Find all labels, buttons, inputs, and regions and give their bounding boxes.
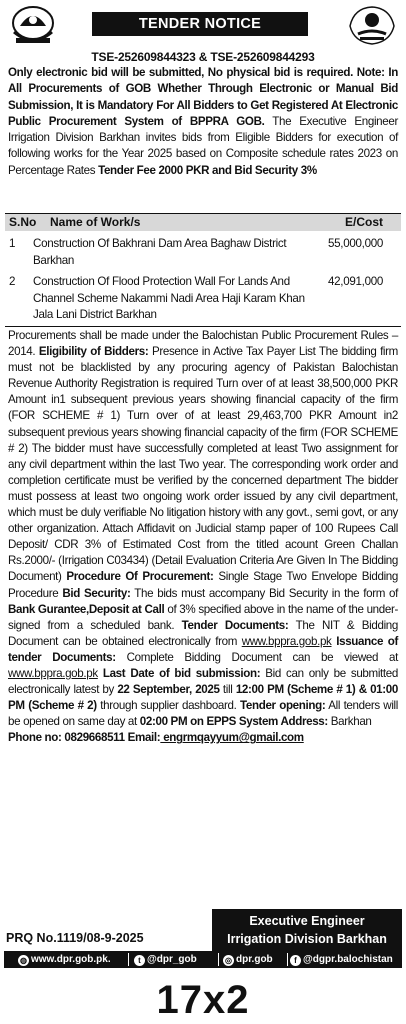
row-cost: 55,000,000 (328, 237, 384, 250)
security-label: Bid Security: (62, 586, 131, 600)
row-sno: 1 (9, 237, 16, 250)
header-sno: S.No (9, 215, 37, 229)
social-website[interactable] (18, 951, 111, 968)
opening-label: Tender opening: (240, 699, 326, 713)
social-instagram[interactable] (223, 951, 273, 968)
terms-text: of 3% specified above in the name of the under-signed from a scheduled bank. (8, 602, 398, 632)
intro-paragraph (8, 65, 398, 179)
guarantee-label: Bank Gurantee,Deposit at Call (8, 602, 165, 616)
terms-text: till (219, 683, 236, 697)
social-text: www.dpr.gob.pk. (31, 954, 111, 965)
prq-number: PRQ No.1119/08-9-2025 (6, 931, 144, 945)
row-cost: 42,091,000 (328, 275, 384, 288)
opening-time: 02:00 PM on EPPS System (139, 715, 279, 729)
social-text: @dpr_gob (147, 954, 197, 965)
page-title: TENDER NOTICE (92, 12, 308, 36)
instagram-icon: ◎ (223, 955, 234, 966)
terms-text: Single Stage Two Envelope Bidding Procedure (8, 570, 398, 600)
tender-fee: Tender Fee 2000 PKR and Bid Security 3% (98, 163, 317, 177)
documents-label: Tender Documents: (181, 618, 289, 632)
row-name: Construction Of Bakhrani Dam Area Baghaw District Barkhan (33, 237, 287, 267)
dgpr-balochistan-logo-icon (344, 4, 400, 46)
social-twitter[interactable] (134, 951, 197, 968)
terms-text: All tenders will be opened on same day at (8, 699, 398, 729)
bppra-link[interactable]: www.bppra.gob.pk (241, 634, 332, 648)
intro-regular: The Executive Engineer Irrigation Division Barkhan invites bids from Eligible Bidders for execution of following works for the Year 2025 based on Composite schedule rates 2023 on Percentage Rates (8, 114, 398, 177)
terms-text: Complete Bidding Document can be viewed at (115, 650, 399, 664)
terms-text: The bids must accompany Bid Security in the form of (130, 586, 398, 600)
submission-time: 12:00 PM (Scheme # 1) & 01:00 PM (Scheme # 2) (8, 683, 398, 713)
header-cost: E/Cost (345, 215, 384, 229)
signature-block (0, 906, 406, 952)
row-sno: 2 (9, 275, 16, 288)
issuer-title: Executive Engineer (249, 914, 365, 928)
address-value: Barkhan (327, 715, 372, 729)
bppra-link[interactable]: www.bppra.gob.pk (8, 666, 98, 680)
terms-text: Presence in Active Tax Payer List The bidding firm must not be blacklisted by any procuring agency of Pakistan Balochistan Revenue Authority Registration is required Turn over of at least 38,500,000 PKR Amount in1 subsequent previous years showing financial capacity of the firm (FOR SCHEME # 1) Turn over of at least 29,463,700 PKR Amount in2 subsequent previous years showing financial capacity of the firm (FOR SCHEME # 2) The bidder must have successfully completed at least Two assignment for any civil department within the last Two year. The corresponding work order and completion certificate must be verified by the concerned department The bidder must possess at least two ongoing work order issued by any civil department, which must be duly verifiable No litigation history with any govt., semi govt, or any other organization. Attach Affidavit on Judicial stamp paper of 100 Rupees Call Deposit/ CDR 3% of Estimated Cost from the titled acount Green Challan Rs.2000/- (Irrigation C03434) (Detail Evaluation Criteria Are Given In The Bidding Document) (8, 345, 398, 584)
address-label: Address: (278, 715, 328, 729)
procurement-label: Procedure Of Procurement: (66, 570, 214, 584)
phone-label: Phone no: (8, 731, 62, 745)
works-table-header (5, 214, 401, 231)
header (0, 0, 406, 48)
issuer-box (212, 909, 402, 951)
issuance-label: Issuance of tender Documents: (8, 634, 398, 664)
ad-size: 17x2 (156, 978, 250, 1022)
email-link[interactable]: engrmqayyum@gmail.com (160, 731, 304, 745)
email-label: Email: (124, 731, 161, 745)
terms-text: Bid can only be submitted electronically latest by (8, 666, 398, 697)
facebook-icon: f (290, 955, 301, 966)
eligibility-label: Eligibility of Bidders: (38, 345, 149, 359)
issuer-division: Irrigation Division Barkhan (227, 932, 387, 946)
works-table (5, 213, 401, 327)
social-text: dpr.gob (236, 954, 273, 965)
row-name: Construction Of Flood Protection Wall For Lands And Channel Scheme Nakammi Nadi Area Haji Karam Khan Jala Lani District Barkhan (33, 275, 305, 321)
terms-paragraph (8, 328, 398, 746)
social-bar (4, 951, 402, 968)
terms-text: Procurements shall be made under the Balochistan Public Procurement Rules – 2014. (8, 329, 398, 359)
social-text: @dgpr.balochistan (303, 954, 393, 965)
lastdate-label: Last Date of bid submission: (97, 666, 261, 680)
terms-text: The NIT & Bidding Document can be obtained electronically from (8, 618, 399, 648)
tse-numbers: TSE-252609844323 & TSE-252609844293 (91, 50, 315, 64)
submission-date: 22 September, 2025 (117, 683, 220, 697)
phone-value: 0829668511 (61, 731, 125, 745)
terms-text: through supplier dashboard. (96, 699, 241, 713)
balochistan-government-emblem-icon (6, 4, 60, 46)
twitter-icon: t (134, 955, 145, 966)
header-name: Name of Work/s (50, 215, 141, 229)
social-facebook[interactable] (290, 951, 393, 968)
globe-icon: ◍ (18, 955, 29, 966)
intro-bold: Only electronic bid will be submitted, No physical bid is required. Note: In All Procurements of GOB Whether Through Electronic or Manual Bid Submission, It is Mandatory For All Bidders to Get Registered At Electronic Public Procurement System of BPPRA GOB. (8, 66, 398, 128)
